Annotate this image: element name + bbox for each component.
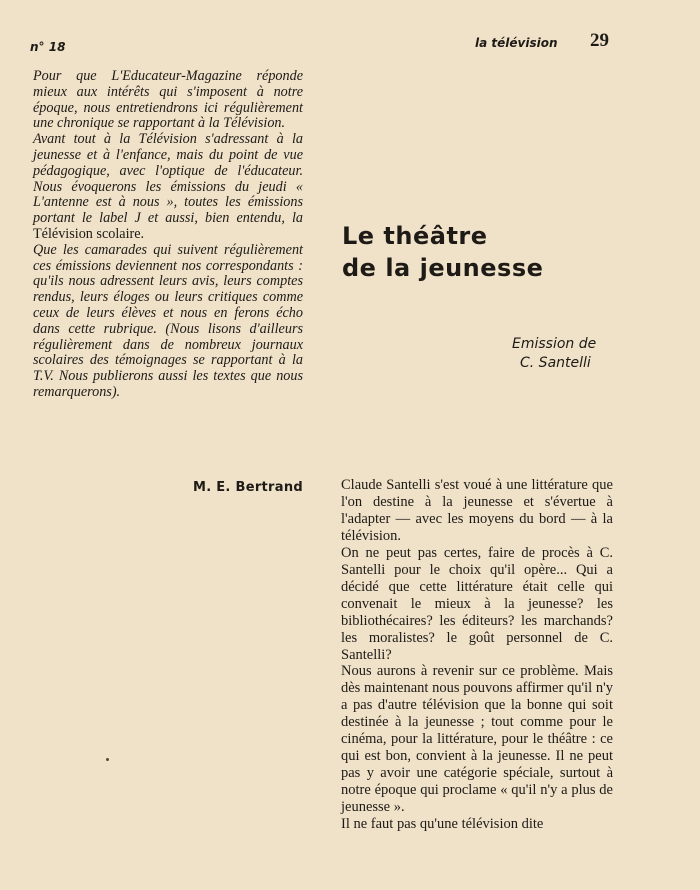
editorial-intro (33, 69, 303, 401)
body-paragraph: Il ne faut pas qu'une télévision dite (341, 816, 544, 833)
page-number: 29 (590, 30, 609, 51)
intro-text: Avant tout à la Télévision s'adressant à la jeunesse et à l'enfance, mais du point de vue pédagogique, avec l'optique de l'éducateur. Nous évoquerons les émissions du jeudi « L'antenne est à nous », toutes les émissions portant le label J et aussi, bien entendu, la (33, 131, 303, 227)
section-rubric: la télévision (475, 36, 558, 50)
body-paragraph: Claude Santelli s'est voué à une littérature que l'on destine à la jeunesse et s'évertue à l'adapter — avec les moyens du bord — à la télévision. (341, 477, 613, 544)
title-line: de la jeunesse (342, 254, 544, 282)
intro-paragraph (33, 132, 303, 243)
intro-paragraph: Que les camarades qui suivent régulièrement ces émissions deviennent nos correspondants : qu'ils nous adressent leurs avis, leurs comptes rendus, leurs éloges ou leurs critiques comme ceux de leurs élèves et nous en ferons écho dans cette rubrique. (Nous lisons d'ailleurs régulièrement dans de nombreux journaux scolaires des témoignages se rapportant à la T.V. Nous publierons aussi les textes que nous remarquerons). (33, 241, 303, 400)
intro-text-roman: Télévision scolaire. (33, 225, 145, 242)
article-body (341, 477, 613, 833)
title-line: Le théâtre (342, 222, 488, 250)
byline-line: C. Santelli (520, 355, 591, 371)
article-title (342, 220, 543, 284)
author-signature: M. E. Bertrand (192, 480, 303, 495)
intro-paragraph: Pour que L'Educateur-Magazine réponde mieux aux intérêts qui s'imposent à notre époque, nous entretiendrons ici régulièrement une chronique se rapportant à la Télévision. (33, 68, 303, 132)
article-byline (512, 335, 615, 373)
byline-line: Emission de (512, 336, 597, 352)
ink-speck (106, 758, 109, 761)
issue-number: n° 18 (30, 40, 66, 54)
body-paragraph: On ne peut pas certes, faire de procès à C. Santelli pour le choix qu'il opère... Qui a décidé que cette littérature était celle qui convenait le mieux à la jeunesse? les bibliothécaires? les éditeurs? les marchands? les moralistes? le goût personnel de C. Santelli? (341, 544, 613, 663)
body-paragraph: Nous aurons à revenir sur ce problème. Mais dès maintenant nous pouvons affirmer qu'il n'y a pas d'autre télévision que la bonne qui soit destinée à la jeunesse ; tout comme pour le cinéma, pour la littérature, pour le théâtre : ce qui est bon, convient à la jeunesse. Il ne peut pas y avoir une catégorie spéciale, surtout à notre époque qui proclame « qu'il n'y a plus de jeunesse ». (341, 663, 613, 816)
